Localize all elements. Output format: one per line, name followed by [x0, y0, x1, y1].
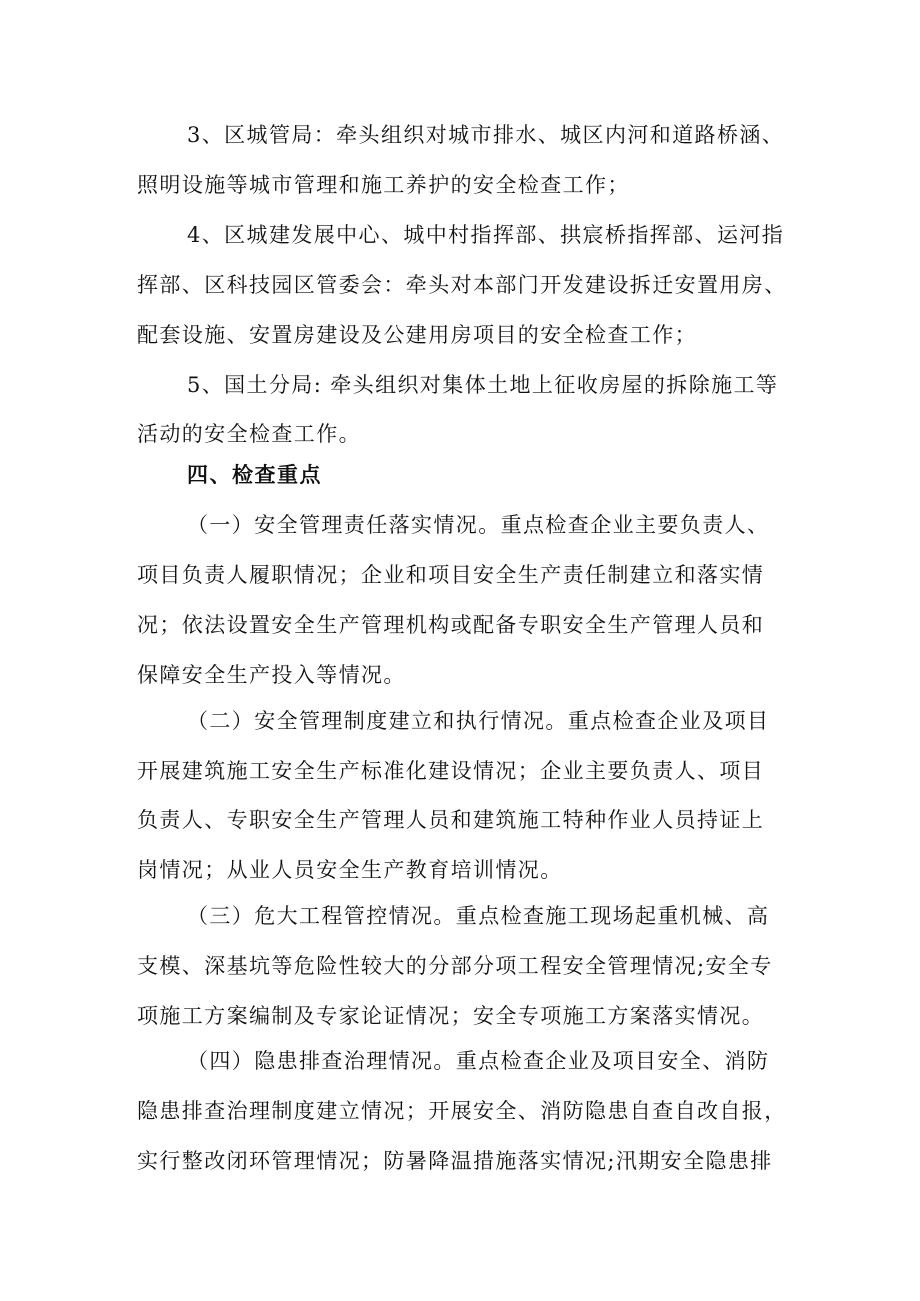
- check-point-3-line-3: 项施工方案编制及专家论证情况；安全专项施工方案落实情况。: [137, 1004, 765, 1028]
- check-point-4-line-2: 隐患排查治理制度建立情况；开展安全、消防隐患自查自改自报，: [137, 1099, 787, 1123]
- check-point-4-line-3: 实行整改闭环管理情况；防暑降温措施落实情况;汛期安全隐患排: [137, 1149, 773, 1173]
- list-item-5-line-1: 5、国土分局: 牵头组织对集体土地上征收房屋的拆除施工等: [187, 373, 779, 397]
- check-point-2-line-2: 开展建筑施工安全生产标准化建设情况；企业主要负责人、项目: [137, 759, 765, 783]
- check-point-3-line-1: （三）危大工程管控情况。重点检查施工现场起重机械、高: [187, 904, 770, 928]
- list-item-3-line-2: 照明设施等城市管理和施工养护的安全检查工作；: [137, 173, 630, 197]
- check-point-2-line-1: （二）安全管理制度建立和执行情况。重点检查企业及项目: [187, 709, 770, 733]
- check-point-3-line-2: 支模、深基坑等危险性较大的分部分项工程安全管理情况;安全专: [137, 954, 773, 978]
- check-point-1-line-3: 况；依法设置安全生产管理机构或配备专职安全生产管理人员和: [137, 613, 765, 637]
- list-item-5-line-2: 活动的安全检查工作。: [137, 422, 361, 446]
- check-point-1-line-4: 保障安全生产投入等情况。: [137, 663, 406, 687]
- check-point-1-line-1: （一）安全管理责任落实情况。重点检查企业主要负责人、: [187, 513, 770, 537]
- list-item-4-line-3: 配套设施、安置房建设及公建用房项目的安全检查工作；: [137, 323, 697, 347]
- check-point-2-line-3: 负责人、专职安全生产管理人员和建筑施工特种作业人员持证上: [137, 808, 765, 832]
- check-point-2-line-4: 岗情况；从业人员安全生产教育培训情况。: [137, 858, 563, 882]
- list-item-3-line-1: 3、区城管局：牵头组织对城市排水、城区内河和道路桥涵、: [187, 123, 785, 147]
- list-item-4-line-2: 挥部、区科技园区管委会：牵头对本部门开发建设拆迁安置用房、: [137, 273, 787, 297]
- list-item-4-line-1: 4、区城建发展中心、城中村指挥部、拱宸桥指挥部、运河指: [187, 223, 785, 247]
- check-point-4-line-1: （四）隐患排查治理情况。重点检查企业及项目安全、消防: [187, 1049, 770, 1073]
- section-heading: 四、检查重点: [187, 463, 322, 487]
- check-point-1-line-2: 项目负责人履职情况；企业和项目安全生产责任制建立和落实情: [137, 563, 765, 587]
